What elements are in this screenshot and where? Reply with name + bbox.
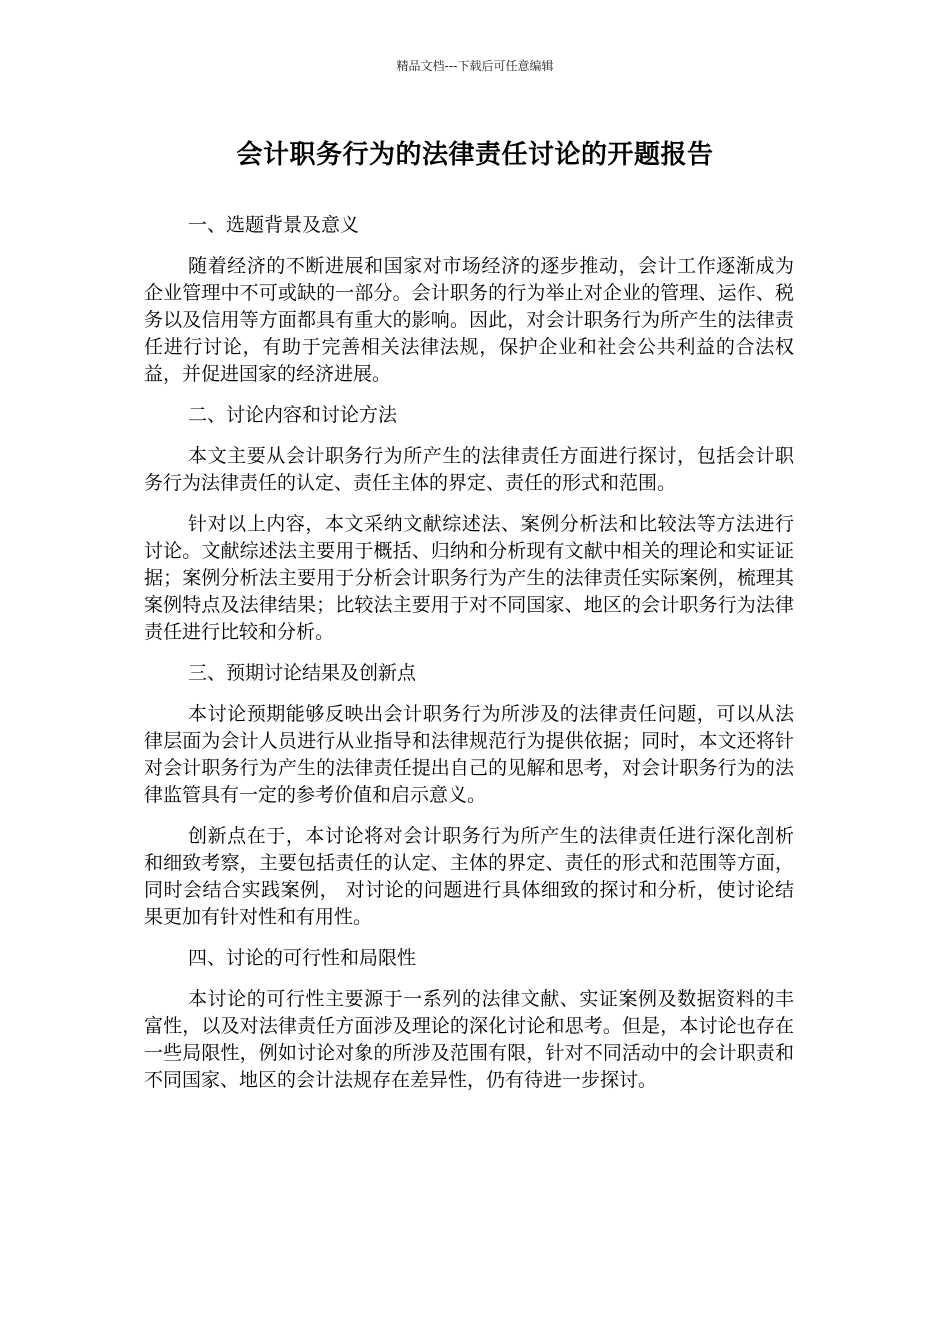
paragraph: 创新点在于，本讨论将对会计职务行为所产生的法律责任进行深化剖析和细致考察，主要包括责任的认定、主体的界定、责任的形式和范围等方面，同时会结合实践案例， 对讨论的问题进行具体细致的探讨和分析，使讨论结果更加有针对性和有用性。 <box>144 825 794 928</box>
header-note: 精品文档---下载后可任意编辑 <box>396 59 554 73</box>
paragraph: 本讨论预期能够反映出会计职务行为所涉及的法律责任问题，可以从法律层面为会计人员进行从业指导和法律规范行为提供依据；同时，本文还将针对会计职务行为产生的法律责任提出自己的见解和思考，对会计职务行为的法律监管具有一定的参考价值和启示意义。 <box>144 703 794 806</box>
section-background <box>144 212 794 388</box>
paragraph: 随着经济的不断进展和国家对市场经济的逐步推动，会计工作逐渐成为企业管理中不可或缺的一部分。会计职务的行为举止对企业的管理、运作、税务以及信用等方面都具有重大的影响。因此，对会计职务行为所产生的法律责任进行讨论，有助于完善相关法律法规，保护企业和社会公共利益的合法权益，并促进国家的经济进展。 <box>144 255 794 385</box>
paragraph: 针对以上内容，本文采纳文献综述法、案例分析法和比较法等方法进行讨论。文献综述法主要用于概括、归纳和分析现有文献中相关的理论和实证证据；案例分析法主要用于分析会计职务行为产生的法律责任实际案例，梳理其案例特点及法律结果；比较法主要用于对不同国家、地区的会计职务行为法律责任进行比较和分析。 <box>144 513 794 643</box>
document-body <box>144 212 794 1108</box>
section-heading: 四、讨论的可行性和局限性 <box>188 947 417 969</box>
section-heading: 三、预期讨论结果及创新点 <box>188 662 417 684</box>
section-heading: 二、讨论内容和讨论方法 <box>188 404 398 426</box>
section-expected-results <box>144 660 794 931</box>
paragraph: 本讨论的可行性主要源于一系列的法律文献、实证案例及数据资料的丰富性，以及对法律责任方面涉及理论的深化讨论和思考。但是，本讨论也存在一些局限性，例如讨论对象的所涉及范围有限，针对不同活动中的会计职责和不同国家、地区的会计法规存在差异性，仍有待进一步探讨。 <box>144 988 794 1091</box>
section-content-method <box>144 402 794 646</box>
section-heading: 一、选题背景及意义 <box>188 214 360 236</box>
document-title: 会计职务行为的法律责任讨论的开题报告 <box>236 140 714 170</box>
paragraph: 本文主要从会计职务行为所产生的法律责任方面进行探讨，包括会计职务行为法律责任的认定、责任主体的界定、责任的形式和范围。 <box>144 445 794 494</box>
section-feasibility <box>144 945 794 1094</box>
